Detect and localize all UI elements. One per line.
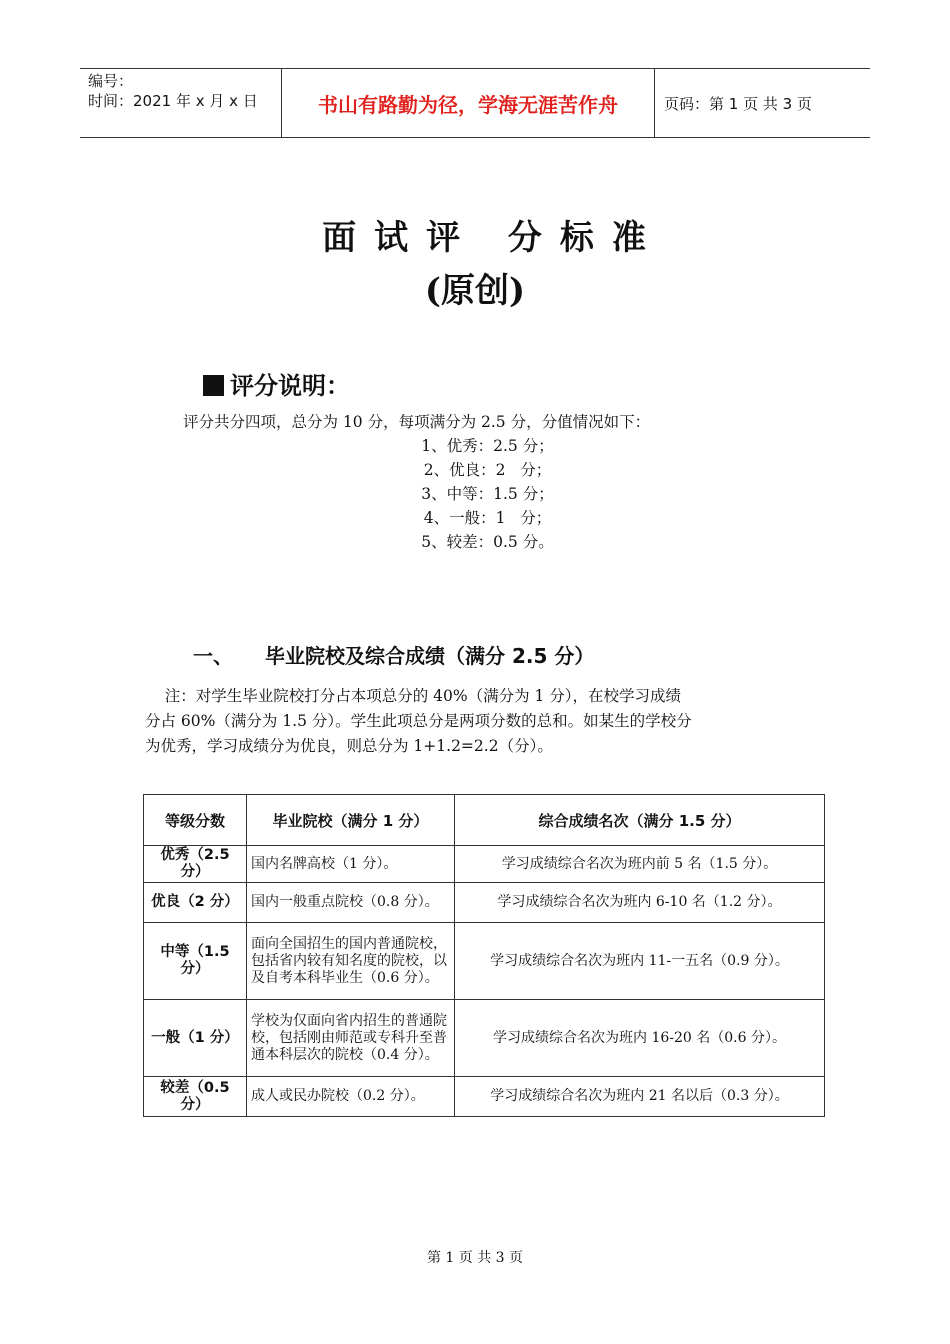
table-row (144, 923, 825, 1000)
school-cell: 成人或民办院校（0.2 分）。 (247, 1077, 455, 1117)
date-label: 时间：2021 年 x 月 x 日 (88, 92, 258, 110)
level-item: 1、优秀：2.5 分； (421, 437, 554, 455)
level-cell: 优良（2 分） (144, 883, 247, 923)
school-cell: 国内名牌高校（1 分）。 (247, 846, 455, 883)
table-row (144, 1077, 825, 1117)
scoring-intro: 评分共分四项，总分为 10 分，每项满分为 2.5 分，分值情况如下： (183, 413, 651, 431)
document-subtitle: (原创) (424, 271, 526, 311)
table-row (144, 1000, 825, 1077)
level-cell: 中等（1.5 分） (144, 923, 247, 1000)
square-bullet-icon (203, 375, 224, 396)
column-header: 毕业院校（满分 1 分） (247, 795, 455, 846)
rank-cell: 学习成绩综合名次为班内前 5 名（1.5 分）。 (455, 846, 825, 883)
rank-cell: 学习成绩综合名次为班内 21 名以后（0.3 分）。 (455, 1077, 825, 1117)
level-item: 5、较差：0.5 分。 (421, 533, 554, 551)
document-header (80, 68, 870, 138)
column-header: 等级分数 (144, 795, 247, 846)
table-header-row (144, 795, 825, 846)
section-heading-text: 毕业院校及综合成绩（满分 2.5 分） (265, 644, 595, 668)
header-meta (88, 71, 278, 111)
school-cell: 学校为仅面向省内招生的普通院校，包括刚由师范或专科升至普通本科层次的院校（0.4 分）。 (247, 1000, 455, 1077)
level-item: 4、一般：1 分； (423, 509, 552, 527)
level-cell: 较差（0.5 分） (144, 1077, 247, 1117)
page-footer: 第 1 页 共 3 页 (426, 1250, 524, 1266)
number-label: 编号： (88, 72, 134, 90)
header-page-code: 页码：第 1 页 共 3 页 (664, 94, 812, 113)
note-line: 分占 60%（满分为 1.5 分）。学生此项总分是两项分数的总和。如某生的学校分 (145, 712, 692, 730)
header-motto: 书山有路勤为径，学海无涯苦作舟 (281, 69, 655, 137)
section-note (145, 684, 813, 759)
note-line: 为优秀，学习成绩分为优良，则总分为 1+1.2=2.2（分）。 (145, 737, 553, 755)
section-heading (193, 640, 594, 669)
school-cell: 国内一般重点院校（0.8 分）。 (247, 883, 455, 923)
rank-cell: 学习成绩综合名次为班内 16-20 名（0.6 分）。 (455, 1000, 825, 1077)
level-cell: 一般（1 分） (144, 1000, 247, 1077)
scoring-heading-text: 评分说明： (230, 372, 350, 400)
note-line: 注：对学生毕业院校打分占本项总分的 40%（满分为 1 分），在校学习成绩 (145, 687, 682, 705)
table-row (144, 883, 825, 923)
rank-cell: 学习成绩综合名次为班内 11-一五名（0.9 分）。 (455, 923, 825, 1000)
scoring-heading (203, 366, 350, 401)
section-number: 一、 (193, 644, 233, 668)
column-header: 综合成绩名次（满分 1.5 分） (455, 795, 825, 846)
table-row (144, 846, 825, 883)
scoring-table (143, 794, 825, 1117)
level-item: 3、中等：1.5 分； (421, 485, 554, 503)
level-item: 2、优良：2 分； (423, 461, 552, 479)
level-cell: 优秀（2.5 分） (144, 846, 247, 883)
rank-cell: 学习成绩综合名次为班内 6-10 名（1.2 分）。 (455, 883, 825, 923)
document-title: 面试评 分标准 (322, 218, 664, 258)
school-cell: 面向全国招生的国内普通院校，包括省内较有知名度的院校，以及自考本科毕业生（0.6 分）。 (247, 923, 455, 1000)
